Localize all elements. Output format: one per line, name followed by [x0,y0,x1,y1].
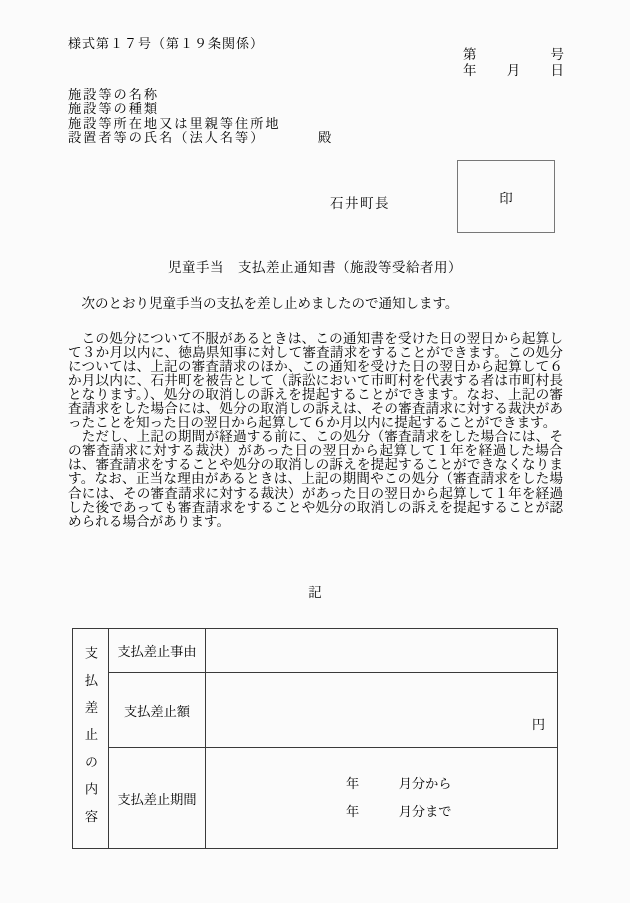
doc-number-prefix: 第 [463,47,477,62]
seal-box [457,160,555,233]
form-number: 様式第１７号（第１９条関係） [68,36,265,51]
period-value-cell [206,748,558,849]
addressee-block [68,87,332,146]
date-line [463,63,564,79]
appeal-paragraph-1: この処分について不服があるときは、この通知書を受けた日の翌日から起算して３か月以内に、徳島県知事に対して審査請求をすることができます。この処分については、上記の審査請求のほか、この通知を受けた日の翌日から起算して６か月以内に、石井町を被告として（訴訟において市町村を代表する者は市町村長となります。）、処分の取消しの訴えを提起することができます。なお、上記の審査請求をした場合には、処分の取消しの訴えは、その審査請求に対する裁決があったことを知った日の翌日から起算して６か月以内に提起することができます。 [68,331,563,431]
record-marker: 記 [308,585,322,600]
issuer-name: 石井町長 [330,196,390,211]
date-year-label: 年 [463,62,477,78]
row-label-reason: 支払差止事由 [109,629,206,673]
reason-value-cell [206,629,558,673]
addressee-line-facility-address: 施設等所在地又は里親等住所地 [68,115,281,131]
addressee-line-facility-type: 施設等の種類 [68,101,160,117]
doc-number-suffix: 号 [550,47,564,62]
doc-number-line [463,47,564,63]
period-from-line: 年 月分から [346,776,452,791]
legal-notice-text [68,332,563,529]
date-month-label: 月 [506,62,521,78]
vertical-header-cell [73,629,109,849]
table-row-period [73,748,558,849]
row-label-amount: 支払差止額 [109,673,206,748]
intro-sentence: 次のとおり児童手当の支払を差し止めましたので通知します。 [81,296,459,311]
table-row-amount [73,673,558,748]
docno-date-block [463,47,564,79]
appeal-paragraph-2: ただし、上記の期間が経過する前に、この処分（審査請求をした場合には、その審査請求に対する裁決）があった日の翌日から起算して１年を経過した場合は、審査請求をすることや処分の取消しの訴えを提起することができなくなります。なお、正当な理由があるときは、上記の期間やこの処分（審査請求をした場合には、その審査請求に対する裁決）があった日の翌日から起算して１年を経過した後であっても審査請求をすることや処分の取消しの訴えを提起することが認められる場合があります。 [68,429,563,529]
amount-value-cell [206,673,558,748]
honorific-label: 殿 [318,130,332,146]
amount-unit-label: 円 [531,717,545,732]
vertical-header-text: 支払差止の内容 [83,646,98,837]
row-label-period: 支払差止期間 [109,748,206,849]
date-day-label: 日 [550,62,564,78]
addressee-line-facility-name: 施設等の名称 [68,87,160,102]
suspension-detail-table [72,628,558,849]
document-title: 児童手当 支払差止通知書（施設等受給者用） [168,260,462,275]
table-row-reason [73,629,558,673]
period-to-line: 年 月分まで [346,804,452,819]
addressee-line-founder-name: 設置者等の氏名（法人名等） [68,130,266,146]
seal-label: 印 [499,190,513,206]
